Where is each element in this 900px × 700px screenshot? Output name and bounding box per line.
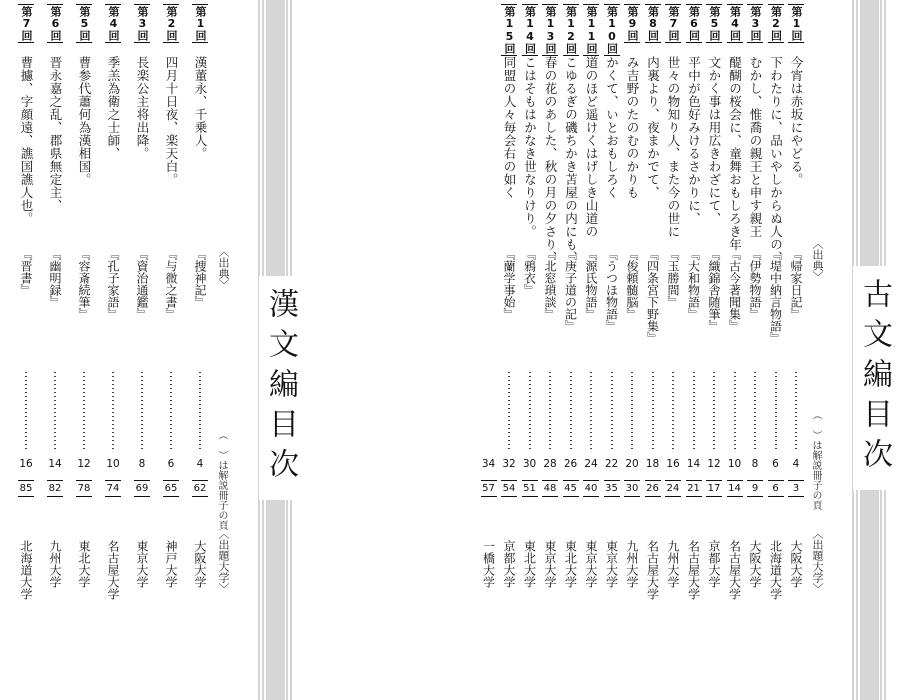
entry-number: 第5回 (78, 6, 91, 41)
entry-number: 第6回 (49, 6, 62, 41)
entry-page-number: 16 (19, 458, 33, 470)
entry-page-number: 18 (645, 458, 660, 470)
dot-leader (754, 372, 756, 450)
entry-source: 『庚子道の記』 (563, 248, 578, 332)
entry-opening-text: 内裏より、夜まかでて、 (645, 56, 661, 199)
entry-number: 第1回 (790, 6, 803, 41)
entry-commentary-page: 48 (542, 480, 558, 497)
entry-number: 第3回 (749, 6, 762, 41)
entry-opening-text: 春の花のあした、秋の月の夕さり、 (543, 56, 558, 264)
entry-page-number: 4 (196, 458, 204, 470)
kanbun-page-note: （ ）は解説冊子の頁 (216, 430, 227, 530)
entry-page-number: 8 (751, 458, 759, 470)
toc-entry (766, 0, 786, 640)
entry-commentary-page: 78 (76, 480, 92, 497)
dot-leader (652, 372, 654, 450)
entry-commentary-page: 21 (686, 480, 702, 497)
entry-opening-text: 道のほど遥けくはげしき山道の (584, 56, 599, 238)
entry-university: 名古屋大学 (645, 540, 660, 600)
entry-source: 『帰家日記』 (789, 248, 803, 320)
entry-page-number: 28 (543, 458, 557, 470)
entry-university: 東京大学 (543, 540, 557, 588)
entry-university: 一橋大学 (481, 540, 496, 588)
dot-leader (199, 372, 201, 450)
entry-source: 『鴉衣』 (522, 248, 537, 296)
entry-page-number: 26 (563, 458, 578, 470)
toc-entry (132, 0, 152, 640)
toc-entry (745, 0, 765, 640)
kobun-section-title: 古文編目次 (853, 266, 895, 490)
entry-number: 第2回 (165, 6, 178, 41)
entry-page-number: 14 (686, 458, 701, 470)
kanbun-university-header: 〈出題大学〉 (217, 528, 230, 594)
entry-university: 東京大学 (135, 540, 149, 588)
dot-leader (570, 372, 572, 450)
entry-number: 第11回 (585, 6, 598, 54)
entry-page-number: 6 (167, 458, 175, 470)
entry-university: 九州大学 (625, 540, 639, 588)
entry-page-number: 6 (772, 458, 779, 470)
entry-number: 第5回 (708, 6, 721, 41)
entry-source: 『堤中納言物語』 (768, 248, 783, 344)
entry-source: 『孔子家語』 (106, 248, 120, 320)
entry-commentary-page: 82 (47, 480, 63, 497)
entry-source: 『伊勢物語』 (748, 248, 762, 320)
entry-university: 九州大学 (48, 540, 62, 588)
entry-number: 第15回 (503, 6, 516, 54)
entry-opening-text: 醍醐の桜会に、童舞おもしろき年 (727, 56, 743, 251)
entry-page-number: 10 (727, 458, 742, 470)
entry-source: 『織錦舎随筆』 (707, 248, 721, 332)
entry-commentary-page: 45 (563, 480, 579, 497)
toc-entry (663, 0, 683, 640)
entry-university: 東北大学 (522, 540, 537, 588)
entry-commentary-page: 74 (105, 480, 121, 497)
kobun-toc-page (450, 0, 900, 700)
entry-university: 九州大学 (666, 540, 680, 588)
entry-opening-text: 晋永嘉之乱、郡県無定主、 (48, 56, 63, 212)
dot-leader (112, 372, 114, 450)
entry-university: 京都大学 (502, 540, 516, 588)
entry-source: 『うつほ物語』 (604, 248, 619, 332)
entry-commentary-page: 85 (18, 480, 34, 497)
entry-opening-text: 今宵は赤坂にやどる。 (789, 56, 804, 186)
toc-entry (499, 0, 519, 640)
entry-number: 第12回 (564, 6, 578, 54)
toc-entry (561, 0, 581, 640)
entry-commentary-page: 9 (747, 480, 763, 497)
toc-entry (190, 0, 210, 640)
entry-number: 第3回 (136, 6, 149, 41)
toc-entry (103, 0, 123, 640)
entry-opening-text: 曹参代蕭何為漢相国。 (77, 56, 92, 186)
entry-opening-text: こはそもはかなき世なりけり。 (522, 56, 538, 238)
entry-university: 大阪大学 (789, 540, 803, 588)
toc-entry (74, 0, 94, 640)
entry-university: 名古屋大学 (686, 540, 701, 600)
entry-source: 『俊頼髄脳』 (625, 248, 639, 320)
dot-leader (508, 372, 510, 450)
toc-entry (520, 0, 540, 640)
entry-commentary-page: 6 (768, 480, 784, 497)
entry-university: 東京大学 (604, 540, 619, 588)
kobun-source-header: 〈出典〉 (811, 238, 824, 282)
entry-number: 第9回 (626, 6, 639, 41)
entry-opening-text: 四月十日夜、楽天白。 (164, 56, 179, 186)
dot-leader (170, 372, 172, 450)
dot-leader (25, 372, 27, 450)
entry-page-number: 24 (584, 458, 598, 470)
entry-university: 大阪大学 (193, 540, 207, 588)
entry-source: 『容斎続筆』 (77, 248, 91, 320)
entry-university: 東京大学 (584, 540, 598, 588)
entry-number: 第7回 (20, 6, 33, 41)
dot-leader (141, 372, 143, 450)
entry-source: 『大和物語』 (686, 248, 701, 320)
entry-source: 『源氏物語』 (584, 248, 598, 320)
entry-commentary-page: 62 (192, 480, 208, 497)
dot-leader (549, 372, 551, 450)
entry-source: 『四条宮下野集』 (645, 248, 660, 344)
entry-page-number: 32 (502, 458, 516, 470)
kobun-university-header: 〈出題大学〉 (811, 528, 824, 594)
dot-leader (795, 372, 797, 450)
entry-page-number: 4 (792, 458, 800, 470)
toc-entry (602, 0, 622, 640)
entry-university: 大阪大学 (748, 540, 762, 588)
entry-university: 東北大学 (77, 540, 91, 588)
entry-page-number: 12 (77, 458, 91, 470)
entry-commentary-page: 30 (624, 480, 640, 497)
entry-number: 第14回 (523, 6, 537, 54)
entry-page-number: 20 (625, 458, 639, 470)
entry-university: 京都大学 (707, 540, 721, 588)
entry-university: 東北大学 (563, 540, 578, 588)
entry-source: 『与微之書』 (164, 248, 178, 320)
dot-leader (734, 372, 736, 450)
entry-commentary-page: 26 (645, 480, 661, 497)
entry-page-number: 8 (138, 458, 146, 470)
entry-page-number: 22 (604, 458, 619, 470)
dot-leader (83, 372, 85, 450)
entry-commentary-page: 14 (727, 480, 743, 497)
entry-opening-text: むかし、惟喬の親王と申す親王 (748, 56, 763, 238)
toc-entry (16, 0, 36, 640)
toc-entry (643, 0, 663, 640)
entry-opening-text: 長楽公主将出降。 (135, 56, 150, 160)
entry-number: 第7回 (667, 6, 680, 41)
entry-commentary-page: 57 (481, 480, 497, 497)
toc-entry (479, 0, 499, 640)
entry-commentary-page: 17 (706, 480, 722, 497)
entry-university: 名古屋大学 (727, 540, 742, 600)
dot-leader (611, 372, 613, 450)
dot-leader (672, 372, 674, 450)
dot-leader (775, 372, 777, 450)
entry-source: 『資治通鑑』 (135, 248, 149, 320)
dot-leader (54, 372, 56, 450)
entry-number: 第8回 (646, 6, 660, 41)
dot-leader (590, 372, 592, 450)
entry-page-number: 10 (106, 458, 120, 470)
toc-entry (725, 0, 745, 640)
entry-number: 第1回 (194, 6, 207, 41)
entry-commentary-page: 40 (583, 480, 599, 497)
entry-page-number: 16 (666, 458, 680, 470)
entry-source: 『晋書』 (19, 248, 33, 296)
entry-university: 北海道大学 (19, 540, 33, 600)
entry-commentary-page: 3 (788, 480, 804, 497)
entry-number: 第4回 (728, 6, 742, 41)
toc-entry (684, 0, 704, 640)
entry-page-number: 34 (481, 458, 496, 470)
entry-number: 第10回 (605, 6, 619, 54)
entry-commentary-page: 54 (501, 480, 517, 497)
toc-entry (540, 0, 560, 640)
entry-university: 北海道大学 (768, 540, 783, 600)
toc-entry (786, 0, 806, 640)
entry-opening-text: 同盟の人々毎会右の如く (502, 56, 517, 199)
entry-opening-text: 季羔為衛之士師、 (106, 56, 121, 160)
entry-commentary-page: 35 (604, 480, 620, 497)
toc-entry (581, 0, 601, 640)
entry-source: 『古今著聞集』 (727, 248, 742, 332)
toc-entry (622, 0, 642, 640)
toc-entry (45, 0, 65, 640)
entry-opening-text: 文かく事は用広きわざにて、 (707, 56, 722, 225)
entry-page-number: 14 (48, 458, 62, 470)
entry-opening-text: 下わたりに、品いやしからぬ人の、 (768, 56, 784, 264)
entry-source: 『玉勝間』 (666, 248, 680, 308)
entry-university: 神戸大学 (164, 540, 178, 588)
entry-opening-text: み吉野のたのむのかりも (625, 56, 640, 199)
kobun-page-note: （ ）は解説冊子の頁 (810, 410, 821, 510)
entry-source: 『蘭学事始』 (502, 248, 516, 320)
entry-commentary-page: 24 (665, 480, 681, 497)
entry-opening-text: 漢董永、千乗人。 (193, 56, 208, 160)
entry-source: 『捜神記』 (193, 248, 207, 308)
entry-page-number: 12 (707, 458, 721, 470)
entry-opening-text: こゆるぎの磯ちかき苫屋の内にも、 (563, 56, 579, 264)
entry-commentary-page: 51 (522, 480, 538, 497)
entry-source: 『北窓瑣談』 (543, 248, 557, 320)
entry-opening-text: かくて、いとおもしろく (604, 56, 620, 199)
dot-leader (631, 372, 633, 450)
toc-entry (704, 0, 724, 640)
entry-number: 第13回 (544, 6, 557, 54)
entry-university: 名古屋大学 (106, 540, 120, 600)
entry-number: 第6回 (687, 6, 701, 41)
kanbun-section-title: 漢文編目次 (259, 276, 301, 500)
entry-opening-text: 世々の物知り人、また今の世に (666, 56, 681, 238)
entry-opening-text: 曹攄、字顔遠、譙国譙人也。 (19, 56, 34, 225)
entry-page-number: 30 (522, 458, 537, 470)
entry-number: 第2回 (769, 6, 783, 41)
kanbun-source-header: 〈出典〉 (217, 246, 230, 290)
entry-source: 『幽明録』 (48, 248, 62, 308)
toc-entry (161, 0, 181, 640)
dot-leader (713, 372, 715, 450)
entry-commentary-page: 65 (163, 480, 179, 497)
entry-opening-text: 平中が色好みけるさかりに、 (686, 56, 702, 225)
dot-leader (693, 372, 695, 450)
dot-leader (529, 372, 531, 450)
entry-commentary-page: 69 (134, 480, 150, 497)
entry-number: 第4回 (107, 6, 120, 41)
